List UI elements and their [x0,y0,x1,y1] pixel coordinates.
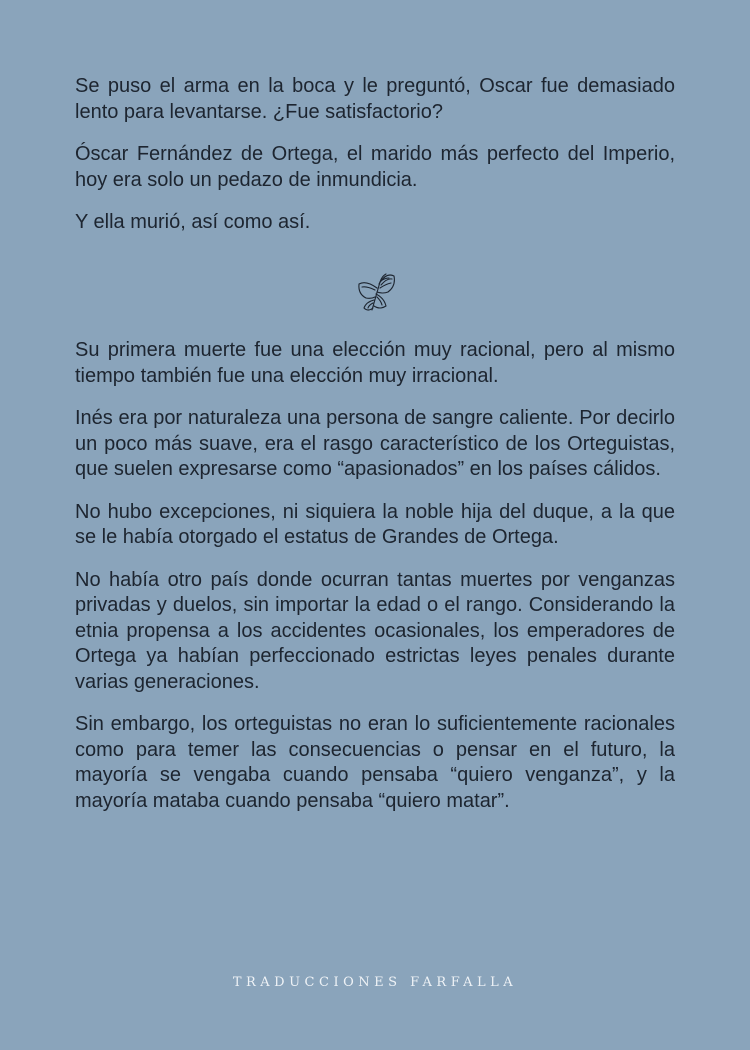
text-block-bottom [75,338,675,831]
paragraph: Inés era por naturaleza una persona de sangre caliente. Por decirlo un poco más suave, era el rasgo característico de los Orteguistas, que suelen expresarse como “apasionados” en los países cálidos. [75,407,675,480]
paragraph: No hubo excepciones, ni siquiera la noble hija del duque, a la que se le había otorgado el estatus de Grandes de Ortega. [75,500,675,548]
paragraph: No había otro país donde ocurran tantas muertes por venganzas privadas y duelos, sin importar la edad o el rango. Considerando la etnia propensa a los accidentes ocasionales, los emperadores de Ortega ya habían perfeccionado estrictas leyes penales durante varias generaciones. [75,568,675,693]
text-block-top [75,74,675,253]
paragraph: Su primera muerte fue una elección muy racional, pero al mismo tiempo también fue una elección muy irracional. [75,339,675,387]
butterfly-icon [350,270,400,316]
paragraph: Y ella murió, así como así. [75,211,311,233]
paragraph: Sin embargo, los orteguistas no eran lo suficientemente racionales como para temer las consecuencias o pensar en el futuro, la mayoría se vengaba cuando pensaba “quiero venganza”, y la mayoría mataba cuando pensaba “quiero matar”. [75,713,675,812]
footer-credit: TRADUCCIONES FARFALLA [232,975,518,990]
paragraph: Se puso el arma en la boca y le preguntó, Oscar fue demasiado lento para levantarse. ¿Fue satisfactorio? [75,75,675,123]
paragraph: Óscar Fernández de Ortega, el marido más perfecto del Imperio, hoy era solo un pedazo de inmundicia. [75,143,675,191]
